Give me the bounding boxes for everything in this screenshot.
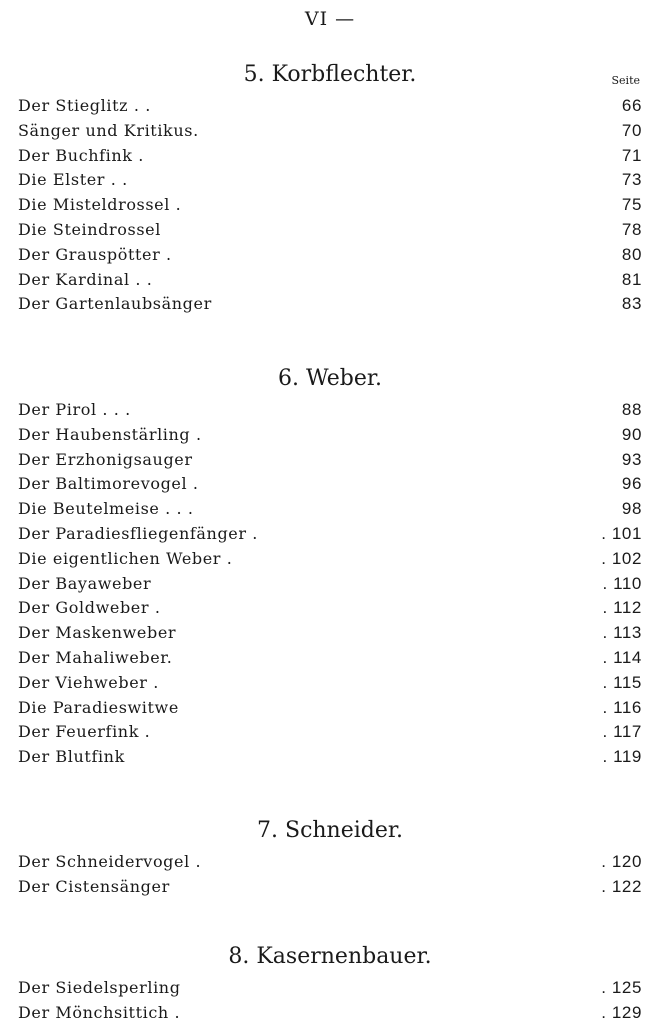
entry-page-number: . 116: [602, 697, 642, 717]
toc-entry: [0, 875, 660, 900]
entry-page-number: . 114: [602, 647, 642, 667]
toc-entry: [0, 596, 660, 621]
entry-page-number: . 129: [601, 1002, 642, 1022]
entry-name: Der Kardinal . .: [18, 269, 153, 289]
entry-name: Die Elster . .: [18, 170, 128, 190]
toc-entry: [0, 472, 660, 497]
toc-entry: [0, 218, 660, 243]
entry-page-number: 83: [621, 294, 642, 314]
entry-name: Der Gartenlaubsänger: [18, 294, 212, 314]
entry-page-number: 98: [621, 499, 642, 519]
toc-entry: [0, 696, 660, 721]
entry-name: Der Paradiesfliegenfänger .: [18, 523, 258, 543]
entry-name: Der Stieglitz . .: [18, 96, 151, 115]
toc-entry: [0, 1001, 660, 1026]
toc-entry: [0, 850, 660, 875]
entry-name: Der Maskenweber: [18, 623, 177, 643]
entry-page-number: . 102: [601, 548, 642, 568]
entry-name: Der Goldweber .: [18, 598, 161, 618]
entry-name: Der Pirol . . .: [18, 400, 131, 419]
entry-name: Die Misteldrossel .: [18, 195, 182, 215]
section-heading: [0, 366, 660, 398]
toc-entry: [0, 398, 660, 423]
entry-name: Der Cistensänger: [18, 876, 170, 896]
entry-page-number: . 115: [602, 672, 642, 692]
section-weber: [0, 366, 660, 770]
toc-entry: [0, 119, 660, 144]
toc-entry: [0, 720, 660, 745]
entry-name: Der Schneidervogel .: [18, 852, 202, 871]
entry-page-number: 78: [621, 219, 642, 239]
entry-name: Der Baltimorevogel .: [18, 474, 199, 494]
entry-name: Sänger und Kritikus.: [18, 120, 199, 140]
toc-entry: [0, 497, 660, 522]
toc-entry: [0, 522, 660, 547]
toc-entry: [0, 144, 660, 169]
entry-page-number: . 110: [602, 573, 642, 593]
section-kasernenbauer: [0, 944, 660, 1026]
entry-name: Die eigentlichen Weber .: [18, 548, 233, 568]
entry-page-number: . 125: [601, 978, 642, 997]
entry-page-number: 93: [621, 449, 642, 469]
entry-page-number: 88: [621, 400, 642, 419]
toc-entry: [0, 572, 660, 597]
entry-name: Der Viehweber .: [18, 672, 159, 692]
toc-entry: [0, 646, 660, 671]
section-heading: [0, 62, 660, 94]
entry-name: Die Paradieswitwe: [18, 697, 179, 717]
entry-page-number: . 113: [602, 623, 642, 643]
entry-name: Der Feuerfink .: [18, 722, 151, 742]
entry-page-number: 73: [621, 170, 642, 190]
toc-entry: [0, 193, 660, 218]
entry-page-number: . 112: [602, 598, 642, 618]
entry-page-number: 96: [621, 474, 642, 494]
toc-entry: [0, 168, 660, 193]
section-korbflechter: [0, 62, 660, 317]
toc-entry: [0, 547, 660, 572]
entry-name: Der Buchfink .: [18, 145, 144, 165]
entry-page-number: . 120: [601, 852, 642, 871]
entry-name: Der Mahaliweber.: [18, 647, 173, 667]
toc-entry: [0, 423, 660, 448]
entry-page-number: 71: [621, 145, 642, 165]
entry-name: Der Blutfink: [18, 747, 125, 767]
section-title: 6. Weber.: [277, 366, 383, 391]
entry-page-number: . 101: [601, 523, 642, 543]
section-title: 5. Korbflechter.: [243, 62, 417, 87]
entry-page-number: 81: [621, 269, 642, 289]
entry-page-number: 75: [621, 195, 642, 215]
toc-entry: [0, 976, 660, 1001]
entry-name: Der Grauspötter .: [18, 244, 172, 264]
toc-entry: [0, 243, 660, 268]
entry-page-number: 90: [621, 424, 642, 444]
toc-entry: [0, 621, 660, 646]
toc-entry: [0, 448, 660, 473]
entry-page-number: 80: [621, 244, 642, 264]
section-heading: [0, 944, 660, 976]
section-title: 7. Schneider.: [257, 818, 403, 843]
entry-name: Der Mönchsittich .: [18, 1002, 181, 1022]
toc-entry: [0, 292, 660, 317]
entry-page-number: . 119: [602, 747, 642, 767]
page-header: VI —: [304, 8, 356, 30]
toc-entry: [0, 745, 660, 770]
entry-page-number: . 122: [601, 876, 642, 896]
entry-name: Der Erzhonigsauger: [18, 449, 193, 469]
entry-name: Die Steindrossel: [18, 219, 161, 239]
entry-name: Der Siedelsperling: [18, 978, 181, 997]
entry-page-number: . 117: [602, 722, 642, 742]
section-title: 8. Kasernenbauer.: [228, 944, 432, 969]
entry-page-number: 66: [621, 96, 642, 115]
entry-page-number: 70: [621, 120, 642, 140]
toc-entry: [0, 94, 660, 119]
section-schneider: [0, 818, 660, 900]
section-heading: [0, 818, 660, 850]
seite-label: Seite: [611, 74, 640, 87]
entry-name: Die Beutelmeise . . .: [18, 499, 194, 519]
toc-entry: [0, 671, 660, 696]
entry-name: Der Bayaweber: [18, 573, 152, 593]
toc-entry: [0, 268, 660, 293]
entry-name: Der Haubenstärling .: [18, 424, 202, 444]
